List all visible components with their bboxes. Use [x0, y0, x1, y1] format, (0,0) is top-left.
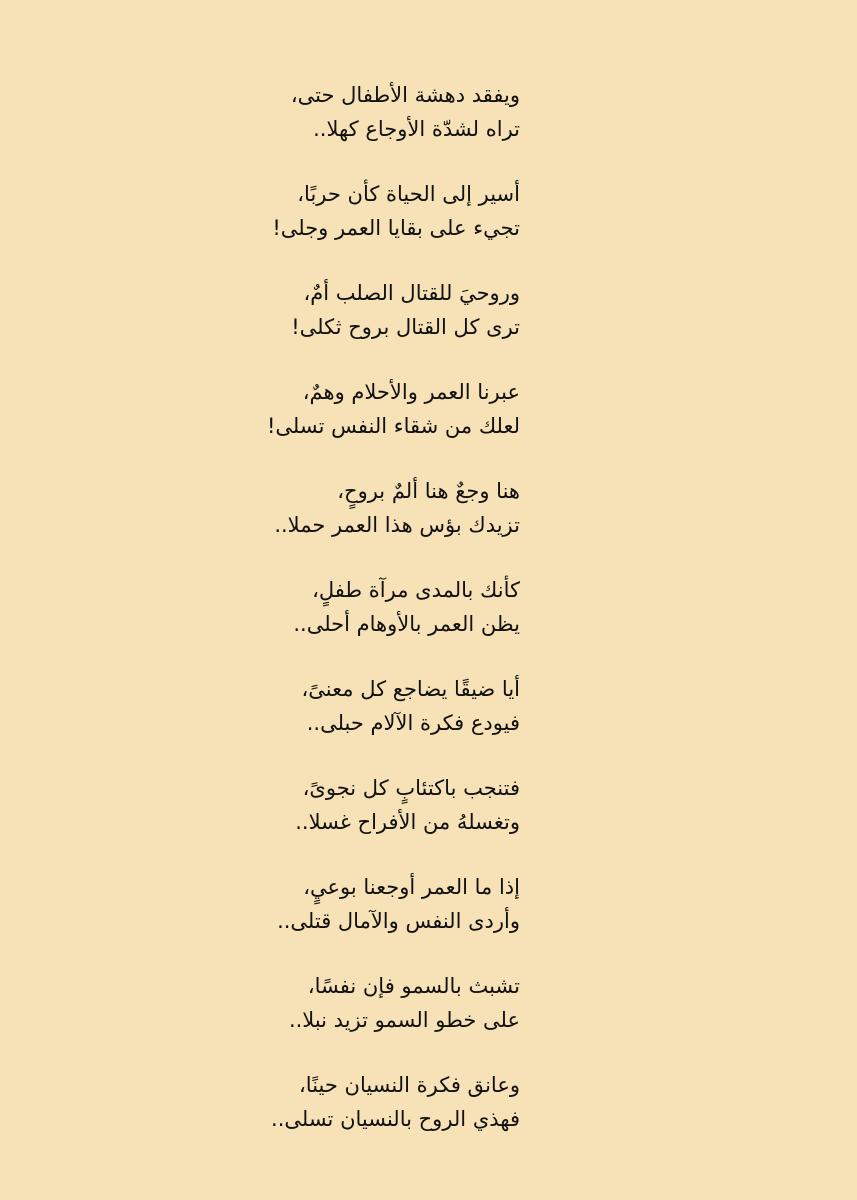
stanza-3 — [0, 276, 857, 375]
poem-line: هنا وجعٌ هنا ألمٌ بروحٍ، — [337, 479, 520, 503]
stanza-9 — [0, 870, 857, 969]
poem-line: فهذي الروح بالنسيان تسلى.. — [271, 1107, 520, 1131]
poem-line: فيودع فكرة الآلام حبلى.. — [306, 711, 520, 735]
poem-line: على خطو السمو تزيد نبلا.. — [288, 1008, 520, 1032]
poem-line: وعانق فكرة النسيان حينًا، — [299, 1073, 520, 1097]
poem-line: تشبث بالسمو فإن نفسًا، — [307, 974, 520, 998]
poem-line: لعلك من شقاء النفس تسلى! — [266, 414, 520, 438]
stanza-10 — [0, 969, 857, 1068]
poem-line: وروحيَ للقتال الصلب أمٌ، — [303, 281, 520, 305]
stanza-8 — [0, 771, 857, 870]
poem-line: تجيء على بقايا العمر وجلى! — [272, 216, 520, 240]
poem-line: ترى كل القتال بروح ثكلى! — [291, 315, 520, 339]
stanza-1 — [0, 78, 857, 177]
poem-line: ويفقد دهشة الأطفال حتى، — [290, 83, 520, 107]
stanza-11 — [0, 1068, 857, 1167]
poem-line: أسير إلى الحياة كأن حربًا، — [297, 182, 520, 206]
stanza-2 — [0, 177, 857, 276]
poem-line: وتغسلهُ من الأفراح غسلا.. — [295, 810, 520, 834]
poem-line: فتنجب باكتئابٍ كل نجوىً، — [302, 776, 520, 800]
poem-line: عبرنا العمر والأحلام وهمٌ، — [302, 380, 520, 404]
poem-line: يظن العمر بالأوهام أحلى.. — [293, 612, 520, 636]
poem-body — [0, 78, 857, 1167]
poem-line: وأردى النفس والآمال قتلى.. — [277, 909, 520, 933]
poem-line: إذا ما العمر أوجعنا بوعيٍ، — [303, 875, 520, 899]
stanza-4 — [0, 375, 857, 474]
poem-line: أيا ضيقًا يضاجع كل معنىً، — [301, 677, 520, 701]
poem-line: تراه لشدّة الأوجاع كهلا.. — [313, 117, 520, 141]
poem-line: تزيدك بؤس هذا العمر حملا.. — [274, 513, 520, 537]
stanza-5 — [0, 474, 857, 573]
stanza-6 — [0, 573, 857, 672]
stanza-7 — [0, 672, 857, 771]
poem-line: كأنك بالمدى مرآة طفلٍ، — [312, 578, 520, 602]
